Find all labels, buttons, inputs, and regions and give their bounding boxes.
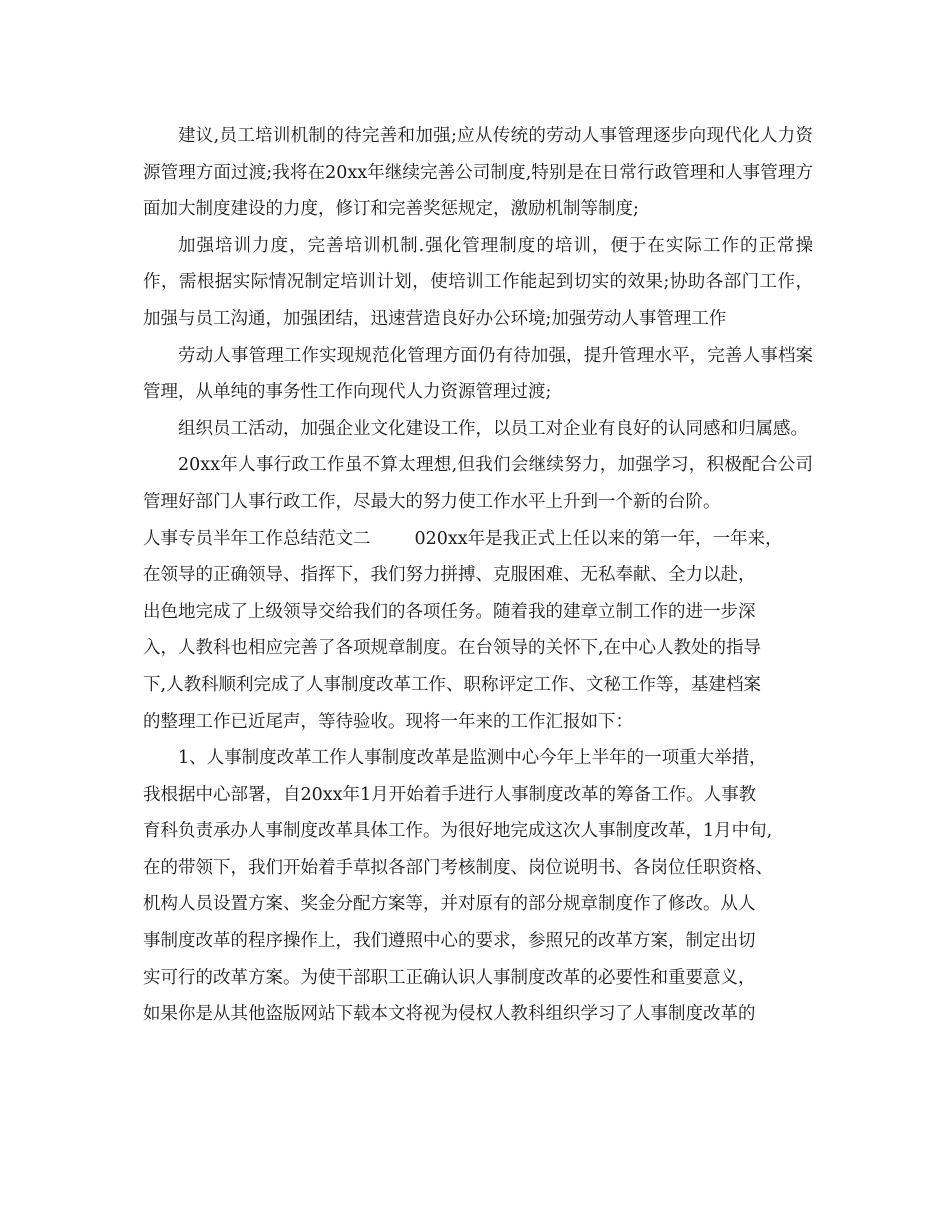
paragraph-1: 建议,员工培训机制的待完善和加强;应从传统的劳动人事管理逐步向现代化人力资源管理方面过渡;我将在20xx年继续完善公司制度,特别是在日常行政管理和人事管理方面加大制度建设的力度，修订和完善奖惩规定，激励机制等制度; bbox=[143, 126, 813, 220]
paragraph-6-line: 1、人事制度改革工作人事制度改革是监测中心今年上半年的一项重大举措， bbox=[178, 748, 767, 769]
paragraph-6-line: 育科负责承办人事制度改革具体工作。为很好地完成这次人事制度改革，1月中旬, bbox=[143, 821, 773, 842]
paragraph-5: 20xx年人事行政工作虽不算太理想,但我们会继续努力，加强学习，积极配合公司管理好部门人事行政工作，尽最大的努力使工作水平上升到一个新的台阶。 bbox=[143, 455, 813, 512]
paragraph-2: 加强培训力度，完善培训机制.强化管理制度的培训，便于在实际工作的正常操作，需根据实际情况制定培训计划，使培训工作能起到切实的效果;协助各部门工作，加强与员工沟通，加强团结，迅速营造良好办公环境;加强劳动人事管理工作 bbox=[143, 235, 813, 329]
paragraph-3: 劳动人事管理工作实现规范化管理方面仍有待加强，提升管理水平，完善人事档案管理，从单纯的事务性工作向现代人力资源管理过渡; bbox=[143, 345, 813, 403]
section-2-heading-line bbox=[143, 521, 813, 558]
section-2-line: 入，人教科也相应完善了各项规章制度。在台领导的关怀下,在中心人教处的指导 bbox=[143, 638, 762, 659]
section-2-line: 出色地完成了上级领导交给我们的各项任务。随着我的建章立制工作的进一步深 bbox=[143, 601, 756, 622]
paragraph-6-line: 如果你是从其他盗版网站下载本文将视为侵权人教科组织学习了人事制度改革的 bbox=[143, 1004, 756, 1025]
paragraph-4: 组织员工活动，加强企业文化建设工作，以员工对企业有良好的认同感和归属感。 bbox=[178, 418, 808, 439]
document-body bbox=[143, 118, 813, 1033]
section-2-line: 的整理工作已近尾声，等待验收。现将一年来的工作汇报如下： bbox=[143, 711, 633, 732]
paragraph-6-line: 实可行的改革方案。为使干部职工正确认识人事制度改革的必要性和重要意义， bbox=[143, 967, 756, 988]
section-2-title: 人事专员半年工作总结范文二 bbox=[143, 528, 371, 549]
section-2-line: 下,人教科顺利完成了人事制度改革工作、职称评定工作、文秘工作等，基建档案 bbox=[143, 674, 762, 695]
paragraph-6-line: 事制度改革的程序操作上，我们遵照中心的要求，参照兄的改革方案，制定出切 bbox=[143, 931, 756, 952]
section-2-lead: 020xx年是我正式上任以来的第一年，一年来， bbox=[414, 528, 783, 549]
paragraph-6-line: 机构人员设置方案、奖金分配方案等，并对原有的部分规章制度作了修改。从人 bbox=[143, 894, 756, 915]
section-2-line: 在领导的正确领导、指挥下，我们努力拼搏、克服困难、无私奉献、全力以赴， bbox=[143, 565, 756, 586]
paragraph-6-line: 我根据中心部署，自20xx年1月开始着手进行人事制度改革的筹备工作。人事教 bbox=[143, 784, 757, 805]
section-2 bbox=[143, 521, 813, 741]
paragraph-6 bbox=[143, 740, 813, 1033]
paragraph-6-line: 在的带领下，我们开始着手草拟各部门考核制度、岗位说明书、各岗位任职资格、 bbox=[143, 857, 773, 878]
